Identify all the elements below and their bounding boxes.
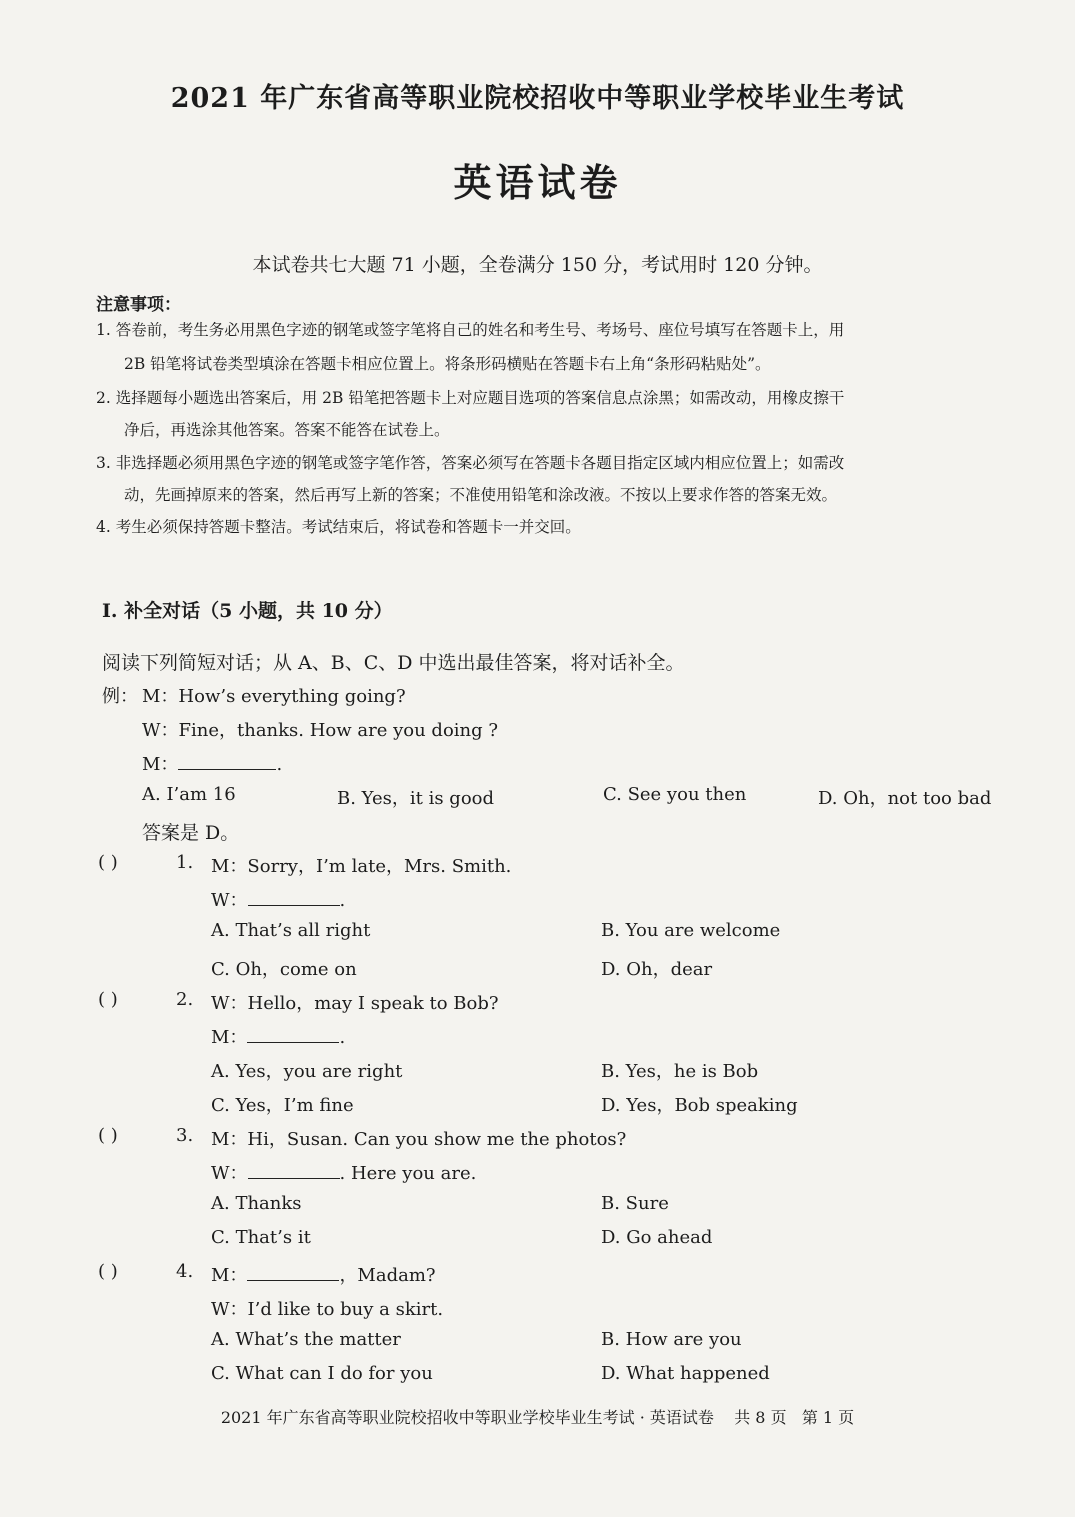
notice-heading: 注意事项： [96,295,181,315]
question-3-line-1: M：Hi，Susan. Can you show me the photos? [211,1129,627,1150]
question-3-option-b: B. Sure [601,1193,669,1214]
question-4-option-b: B. How are you [601,1329,742,1350]
example-answer: 答案是 D。 [142,822,240,844]
question-4-blank [247,1262,339,1281]
question-4-option-a: A. What’s the matter [211,1329,401,1350]
question-4-option-d: D. What happened [601,1363,770,1384]
question-2-blank [247,1024,339,1043]
example-option-d: D. Oh，not too bad [818,788,992,809]
question-1-option-b: B. You are welcome [601,920,781,941]
example-label: 例： [102,686,138,707]
question-1-blank [248,887,340,906]
question-3-option-d: D. Go ahead [601,1227,713,1248]
example-line-3: M： . [142,750,282,776]
question-2-option-b: B. Yes，he is Bob [601,1061,759,1082]
notice-line-1: 1. 答卷前，考生务必用黑色字迹的钢笔或签字笔将自己的姓名和考生号、考场号、座位号填写在答题卡上，用 [96,321,845,339]
page-footer: 2021 年广东省高等职业院校招收中等职业学校毕业生考试 · 英语试卷 共 8 页 第 1 页 [220,1408,855,1427]
question-number-4: 4. [176,1261,194,1282]
question-number-2: 2. [176,989,194,1010]
question-number-1: 1. [176,852,194,873]
question-4-line-1: M： ，Madam? [211,1261,436,1287]
question-1-option-d: D. Oh，dear [601,959,713,980]
question-2-option-a: A. Yes，you are right [211,1061,403,1082]
notice-line-3: 2. 选择题每小题选出答案后，用 2B 铅笔把答题卡上对应题目选项的答案信息点涂黑；如需改动，用橡皮擦干 [96,389,845,407]
question-3-line-2: W： . Here you are. [211,1159,476,1185]
section-instruction: 阅读下列简短对话；从 A、B、C、D 中选出最佳答案，将对话补全。 [102,652,685,674]
example-line-2: W：Fine，thanks. How are you doing ? [142,720,499,741]
question-3-option-c: C. That’s it [211,1227,311,1248]
example-option-a: A. I’am 16 [142,784,236,805]
notice-line-5: 3. 非选择题必须用黑色字迹的钢笔或签字笔作答，答案必须写在答题卡各题目指定区域内相应位置上；如需改 [96,454,845,472]
exam-info: 本试卷共七大题 71 小题，全卷满分 150 分，考试用时 120 分钟。 [252,254,823,276]
notice-line-7: 4. 考生必须保持答题卡整洁。考试结束后，将试卷和答题卡一并交回。 [96,518,581,536]
question-1-line-1: M：Sorry，I’m late，Mrs. Smith. [211,856,512,877]
question-2-line-2: M： . [211,1023,345,1049]
notice-line-2: 2B 铅笔将试卷类型填涂在答题卡相应位置上。将条形码横贴在答题卡右上角“条形码粘贴处”。 [124,355,771,373]
example-blank [178,751,276,770]
question-1-option-c: C. Oh，come on [211,959,357,980]
exam-title: 2021 年广东省高等职业院校招收中等职业学校毕业生考试 [170,83,905,114]
answer-paren-3[interactable]: ( ) [98,1125,118,1146]
question-2-line-1: W：Hello，may I speak to Bob? [211,993,499,1014]
question-2-option-c: C. Yes，I’m fine [211,1095,354,1116]
question-4-line-2: W：I’d like to buy a skirt. [211,1299,444,1320]
question-number-3: 3. [176,1125,194,1146]
section-heading: Ⅰ. 补全对话（5 小题，共 10 分） [102,600,393,622]
question-3-blank [248,1160,340,1179]
question-1-line-2: W： . [211,886,345,912]
answer-paren-2[interactable]: ( ) [98,989,118,1010]
question-2-option-d: D. Yes，Bob speaking [601,1095,798,1116]
example-option-c: C. See you then [603,784,747,805]
question-3-option-a: A. Thanks [211,1193,302,1214]
answer-paren-4[interactable]: ( ) [98,1261,118,1282]
example-option-b: B. Yes，it is good [337,788,495,809]
example-line-1: M：How’s everything going? [142,686,406,707]
answer-paren-1[interactable]: ( ) [98,852,118,873]
question-4-option-c: C. What can I do for you [211,1363,433,1384]
notice-line-6: 动，先画掉原来的答案，然后再写上新的答案；不准使用铅笔和涂改液。不按以上要求作答的答案无效。 [124,486,838,504]
exam-subtitle: 英语试卷 [453,160,622,205]
notice-line-4: 净后，再选涂其他答案。答案不能答在试卷上。 [124,421,450,439]
question-1-option-a: A. That’s all right [211,920,371,941]
